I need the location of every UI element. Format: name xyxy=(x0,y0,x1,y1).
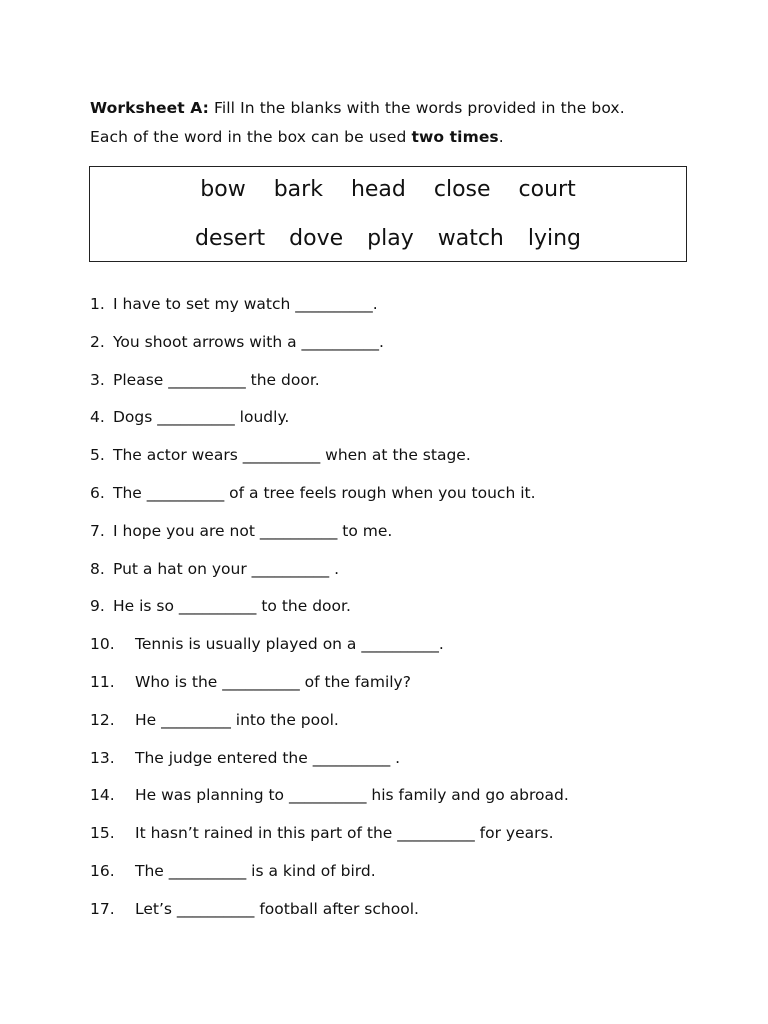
question-text: I have to set my watch __________. xyxy=(113,295,378,313)
question-number: 6. xyxy=(90,483,105,502)
question-text: Please __________ the door. xyxy=(113,370,320,389)
question-text: Let’s __________ football after school. xyxy=(135,899,419,918)
worksheet-label: Worksheet A: xyxy=(90,99,209,117)
question-number: 16. xyxy=(90,861,115,880)
question-text: Who is the __________ of the family? xyxy=(135,672,411,691)
question-item xyxy=(90,857,710,895)
instructions xyxy=(90,94,690,152)
question-item xyxy=(90,781,710,819)
question-number: 8. xyxy=(90,559,105,578)
word-bank-item: play xyxy=(367,226,414,251)
question-item xyxy=(90,819,710,857)
word-bank-item: watch xyxy=(437,226,504,251)
question-item xyxy=(90,517,710,555)
instruction-text-2a: Each of the word in the box can be used xyxy=(90,128,412,146)
word-bank-item: head xyxy=(350,177,406,202)
question-number: 4. xyxy=(90,408,105,427)
question-text: The __________ of a tree feels rough when you touch it. xyxy=(113,483,536,502)
question-item xyxy=(90,706,710,744)
question-item xyxy=(90,290,710,328)
word-bank-item: lying xyxy=(527,226,582,251)
question-number: 17. xyxy=(90,899,115,918)
word-bank-item: bow xyxy=(200,177,246,202)
word-bank-item: court xyxy=(518,177,576,202)
question-item xyxy=(90,328,710,366)
word-box xyxy=(89,166,687,262)
instruction-text-1: Fill In the blanks with the words provided in the box. xyxy=(208,99,625,117)
question-text: You shoot arrows with a __________. xyxy=(113,332,384,351)
word-bank-item: bark xyxy=(273,177,323,202)
question-number: 2. xyxy=(90,332,105,351)
question-item xyxy=(90,441,710,479)
question-item xyxy=(90,895,710,933)
question-text: The actor wears __________ when at the stage. xyxy=(113,446,471,465)
word-bank-item: desert xyxy=(194,226,266,251)
question-number: 12. xyxy=(90,710,115,729)
question-item xyxy=(90,403,710,441)
word-row-2 xyxy=(90,225,686,253)
question-text: It hasn’t rained in this part of the __________ for years. xyxy=(135,824,554,843)
question-number: 15. xyxy=(90,824,115,843)
question-text: The judge entered the __________ . xyxy=(135,748,401,767)
question-text: He is so __________ to the door. xyxy=(113,597,351,616)
instruction-line-2 xyxy=(90,123,690,152)
question-number: 7. xyxy=(90,521,105,540)
question-item xyxy=(90,479,710,517)
question-text: Put a hat on your __________ . xyxy=(113,559,340,578)
question-text: The __________ is a kind of bird. xyxy=(135,861,376,880)
question-text: He _________ into the pool. xyxy=(135,710,339,729)
question-text: Dogs __________ loudly. xyxy=(113,408,290,427)
instruction-emphasis: two times xyxy=(411,128,499,146)
question-item xyxy=(90,555,710,593)
question-item xyxy=(90,744,710,782)
instruction-text-2c: . xyxy=(498,128,504,146)
question-number: 10. xyxy=(90,635,115,654)
question-number: 13. xyxy=(90,748,115,767)
question-number: 11. xyxy=(90,672,115,691)
question-number: 1. xyxy=(90,295,105,313)
question-item xyxy=(90,630,710,668)
question-number: 14. xyxy=(90,786,115,805)
word-bank-item: dove xyxy=(289,226,344,251)
question-text: He was planning to __________ his family and go abroad. xyxy=(135,786,569,805)
question-number: 3. xyxy=(90,370,105,389)
question-number: 9. xyxy=(90,597,105,616)
question-number: 5. xyxy=(90,446,105,465)
question-item xyxy=(90,592,710,630)
question-item xyxy=(90,668,710,706)
question-text: Tennis is usually played on a __________. xyxy=(135,635,444,654)
word-bank-item: close xyxy=(433,177,491,202)
question-item xyxy=(90,366,710,404)
instruction-line-1 xyxy=(90,94,690,123)
word-row-1 xyxy=(90,176,686,204)
question-list xyxy=(90,290,710,933)
question-text: I hope you are not __________ to me. xyxy=(113,521,393,540)
